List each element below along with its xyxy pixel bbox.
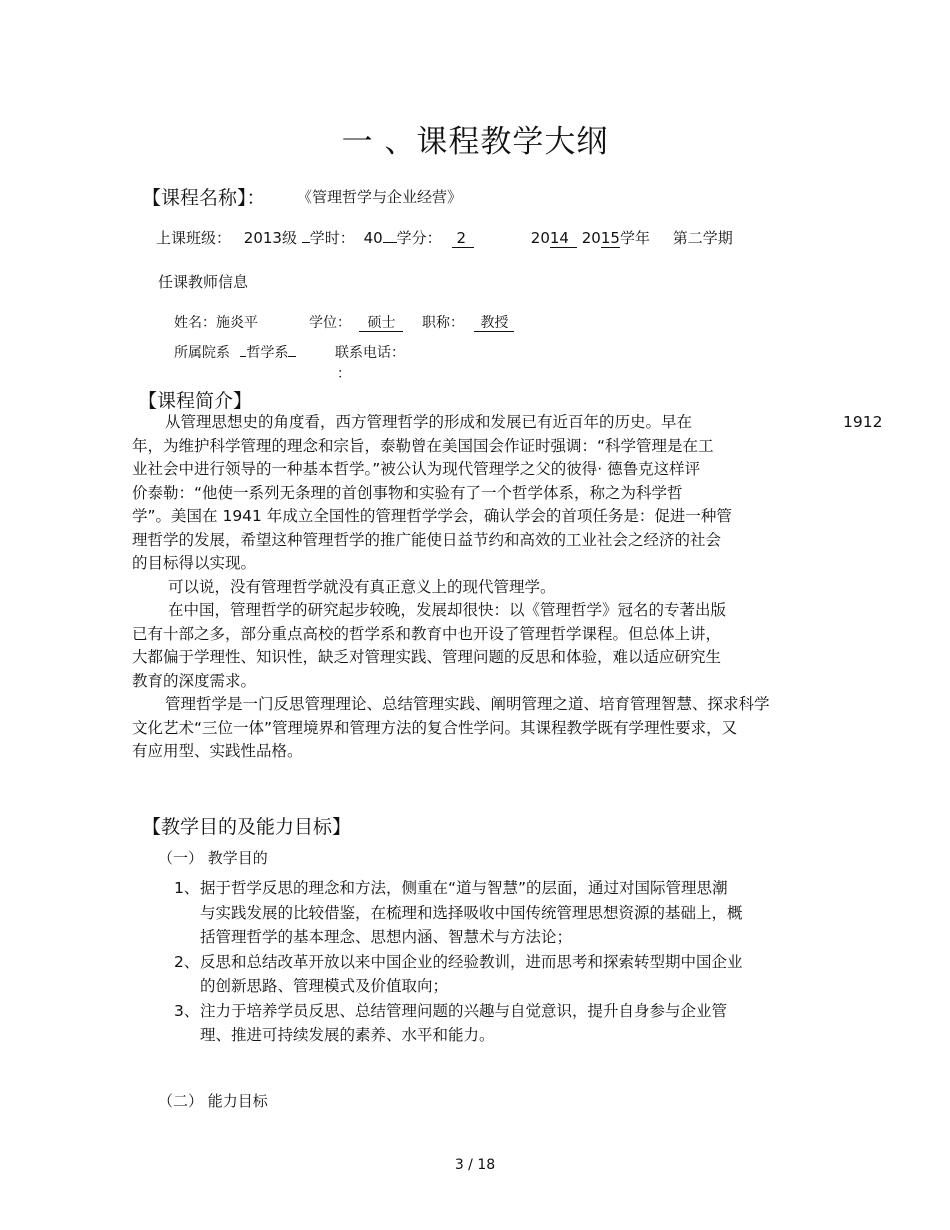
teacher-name-value: 施炎平 (216, 315, 258, 331)
teacher-dept-row (174, 342, 296, 362)
teacher-name-row (174, 312, 258, 332)
intro-paragraph-1 (132, 411, 883, 764)
teacher-degree-value: 硕士 (359, 316, 403, 332)
list-item-line: 据于哲学反思的理念和方法，侧重在“道与智慧”的层面，通过对国际管理思潮 (200, 879, 728, 897)
class-label: 上课班级： (156, 229, 232, 247)
year-end-prefix: 20 (581, 229, 601, 247)
list-item-line: 理、推进可持续发展的素养、水平和能力。 (200, 1026, 495, 1044)
intro-p1-year: 1912 (843, 413, 883, 431)
semester: 第二学期 (672, 229, 733, 247)
page-number: 3 / 18 (454, 1157, 496, 1173)
blank-underline (288, 356, 296, 357)
teacher-info-heading: 任课教师信息 (158, 273, 249, 291)
year-start-prefix: 20 (530, 229, 550, 247)
intro-p4-line: 文化艺术“三位一体”管理境界和管理方法的复合性学问。其课程教学既有学理性要求，又 (132, 718, 738, 737)
list-item-line: 与实践发展的比较借鉴，在梳理和选择吸收中国传统管理思想资源的基础上，概 (200, 903, 743, 922)
teacher-degree-row (309, 312, 403, 332)
course-name-label: 【课程名称】： (142, 187, 266, 209)
list-item (174, 876, 834, 950)
year-end-suffix: 15 (600, 229, 620, 247)
goals-list (174, 876, 834, 1048)
goals-subheading-2: （二） 能力目标 (158, 1092, 268, 1110)
intro-p3-line: 已有十部之多，部分重点高校的哲学系和教育中也开设了管理哲学课程。但总体上讲， (132, 624, 722, 643)
teacher-dept-label: 所属院系 (174, 345, 230, 361)
intro-p1-line: 价泰勒：“他使一系列无条理的首创事物和实验有了一个哲学体系，称之为科学哲 (132, 483, 683, 502)
credit-label: 学分： (396, 229, 442, 247)
intro-heading: 【课程简介】 (138, 390, 253, 412)
teacher-phone-colon: ： (337, 366, 351, 382)
course-name-value: 《管理哲学与企业经营》 (297, 188, 463, 206)
list-item-number: 3、 (174, 1001, 200, 1020)
blank-underline (302, 242, 310, 243)
year-start-suffix: 14 (550, 230, 577, 248)
intro-p4-line: 管理哲学是一门反思管理理论、总结管理实践、阐明管理之道、培育管理智慧、探求科学 (165, 695, 770, 713)
list-item (174, 950, 834, 999)
credit-value: 2 (452, 230, 474, 248)
intro-p1-line: 的目标得以实现。 (132, 554, 257, 572)
teacher-degree-label: 学位： (309, 315, 351, 331)
goals-heading: 【教学目的及能力目标】 (142, 816, 352, 838)
intro-p3-line: 教育的深度需求。 (132, 671, 257, 690)
teacher-phone-label: 联系电话： (335, 345, 405, 361)
list-item-line: 反思和总结改革开放以来中国企业的经验教训，进而思考和探索转型期中国企业 (200, 952, 743, 971)
hours-label: 学时： (309, 229, 355, 247)
list-item-line: 括管理哲学的基本理念、思想内涵、智慧术与方法论； (200, 928, 573, 946)
intro-paragraph-2: 可以说，没有管理哲学就没有真正意义上的现代管理学。 (168, 577, 556, 596)
intro-p4-line: 有应用型、实践性品格。 (132, 742, 303, 760)
teacher-rank-value: 教授 (474, 316, 514, 332)
teacher-rank-row (422, 312, 514, 332)
intro-p1-line: 从管理思想史的角度看，西方管理哲学的形成和发展已有近百年的历史。早在 (165, 413, 693, 431)
goals-subheading-1: （一） 教学目的 (158, 849, 268, 867)
blank-underline (383, 242, 397, 243)
list-item-number: 1、 (174, 879, 200, 897)
intro-p3-line: 在中国，管理哲学的研究起步较晚，发展却很快：以《管理哲学》冠名的专著出版 (168, 601, 727, 619)
list-item-line: 注力于培养学员反思、总结管理问题的兴趣与自觉意识，提升自身参与企业管 (200, 1001, 728, 1020)
list-item-line: 的创新思路、管理模式及价值取向； (200, 977, 449, 995)
intro-p1-line: 理哲学的发展，希望这种管理哲学的推广能使日益节约和高效的工业社会之经济的社会 (132, 530, 722, 549)
teacher-name-label: 姓名： (174, 315, 216, 331)
class-value: 2013级 (243, 229, 297, 247)
teacher-dept-value: 哲学系 (246, 345, 289, 361)
page-title: 一 、课程教学大纲 (341, 124, 609, 160)
intro-p3-line: 大都偏于学理性、知识性，缺乏对管理实践、管理问题的反思和体验，难以适应研究生 (132, 648, 722, 666)
hours-value: 40 (363, 229, 383, 247)
list-item (174, 999, 834, 1048)
intro-p1-line: 学”。美国在 1941 年成立全国性的管理哲学学会，确认学会的首项任务是：促进一种管 (132, 507, 732, 525)
intro-p1-line: 年，为维护科学管理的理念和宗旨，泰勒曾在美国国会作证时强调：“科学管理是在工 (132, 436, 714, 455)
teacher-rank-label: 职称： (422, 315, 464, 331)
intro-p1-line: 业社会中进行领导的一种基本哲学。”被公认为现代管理学之父的彼得· 德鲁克这样评 (132, 460, 701, 478)
class-info-row (156, 227, 733, 248)
list-item-number: 2、 (174, 952, 200, 971)
year-word: 学年 (619, 229, 650, 247)
